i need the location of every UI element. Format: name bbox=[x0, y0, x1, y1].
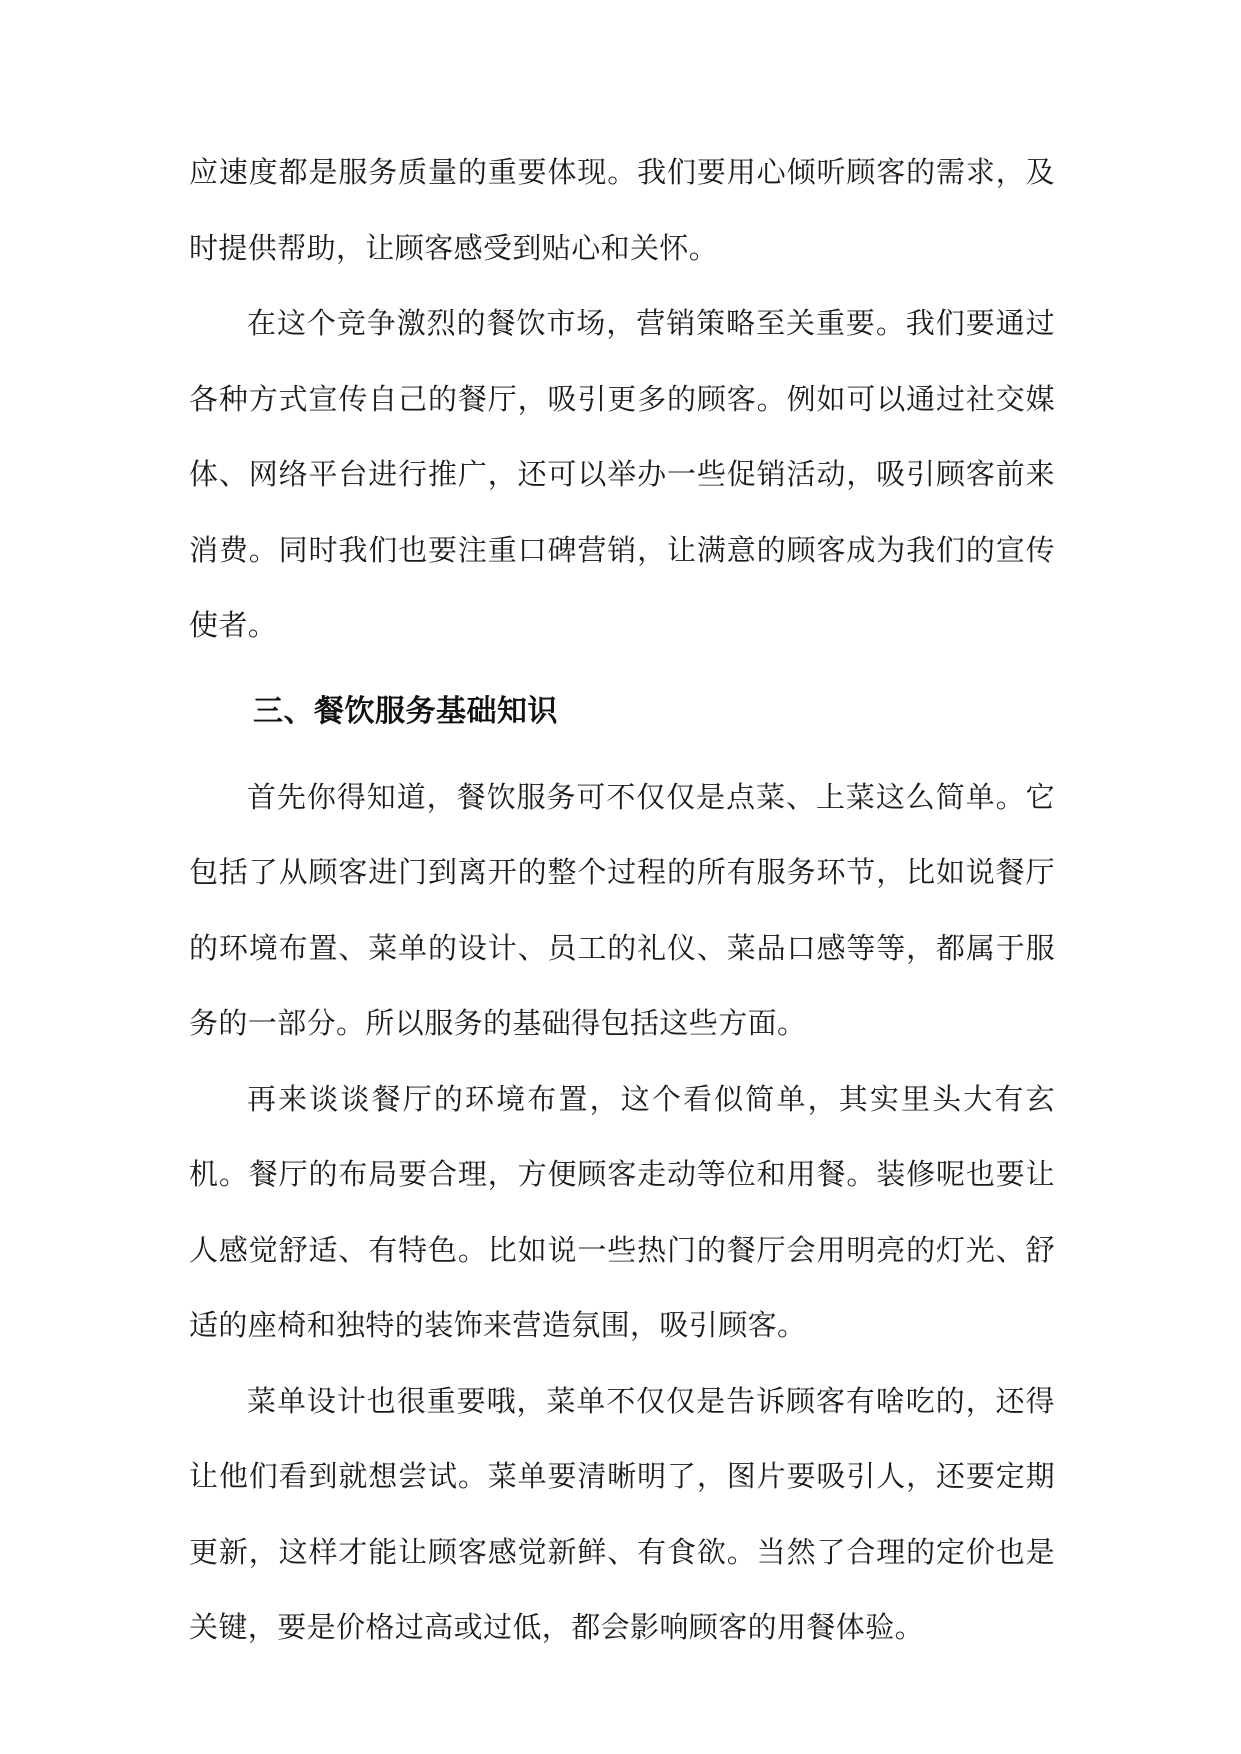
paragraph-marketing: 在这个竞争激烈的餐饮市场，营销策略至关重要。我们要通过各种方式宣传自己的餐厅，吸引更多的顾客。例如可以通过社交媒体、网络平台进行推广，还可以举办一些促销活动，吸引顾客前来消费。同时我们也要注重口碑营销，让满意的顾客成为我们的宣传使者。 bbox=[189, 306, 1055, 642]
paragraph-service-response: 应速度都是服务质量的重要体现。我们要用心倾听顾客的需求，及时提供帮助，让顾客感受到贴心和关怀。 bbox=[189, 155, 1055, 265]
document-body bbox=[189, 135, 1055, 1666]
paragraph-environment: 再来谈谈餐厅的环境布置，这个看似简单，其实里头大有玄机。餐厅的布局要合理，方便顾客走动等位和用餐。装修呢也要让人感觉舒适、有特色。比如说一些热门的餐厅会用明亮的灯光、舒适的座椅和独特的装饰来营造氛围，吸引顾客。 bbox=[189, 1081, 1055, 1342]
section-heading: 三、餐饮服务基础知识 bbox=[253, 693, 558, 729]
paragraph-service-scope: 首先你得知道，餐饮服务可不仅仅是点菜、上菜这么简单。它包括了从顾客进门到离开的整个过程的所有服务环节，比如说餐厅的环境布置、菜单的设计、员工的礼仪、菜品口感等等，都属于服务的一部分。所以服务的基础得包括这些方面。 bbox=[189, 779, 1055, 1040]
paragraph-menu-design: 菜单设计也很重要哦，菜单不仅仅是告诉顾客有啥吃的，还得让他们看到就想尝试。菜单要清晰明了，图片要吸引人，还要定期更新，这样才能让顾客感觉新鲜、有食欲。当然了合理的定价也是关键，要是价格过高或过低，都会影响顾客的用餐体验。 bbox=[189, 1383, 1055, 1644]
